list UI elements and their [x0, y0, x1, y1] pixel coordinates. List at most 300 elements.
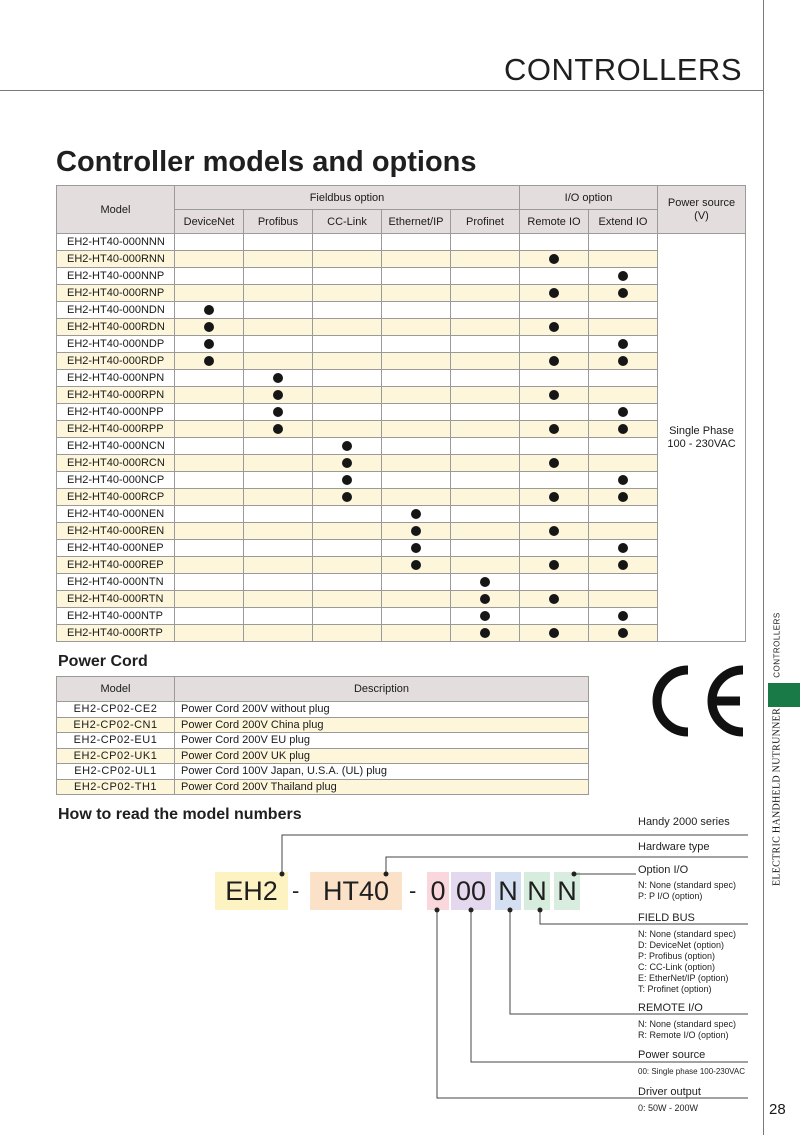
note-line: D: DeviceNet (option) [638, 940, 725, 950]
option-cell [313, 540, 382, 557]
model-cell: EH2-HT40-000RTP [57, 625, 175, 642]
cord-model-cell: EH2-CP02-CE2 [57, 702, 175, 718]
option-dot-icon [342, 441, 352, 451]
option-cell [382, 268, 451, 285]
option-cell [589, 421, 658, 438]
option-cell [382, 625, 451, 642]
column-header: DeviceNet [175, 210, 244, 234]
option-cell [520, 608, 589, 625]
model-row [57, 625, 746, 642]
option-cell [589, 251, 658, 268]
option-dot-icon [549, 424, 559, 434]
cord-model-cell: EH2-CP02-CN1 [57, 717, 175, 733]
section-title: CONTROLLERS [503, 52, 742, 87]
option-cell [520, 523, 589, 540]
option-dot-icon [549, 458, 559, 468]
option-cell [451, 421, 520, 438]
option-cell [175, 285, 244, 302]
option-cell [451, 251, 520, 268]
model-cell: EH2-HT40-000NEP [57, 540, 175, 557]
segment-fieldbus: N [524, 872, 550, 910]
option-cell [589, 591, 658, 608]
model-cell: EH2-HT40-000RPP [57, 421, 175, 438]
option-cell [451, 370, 520, 387]
page-number: 28 [769, 1101, 786, 1118]
option-cell [589, 557, 658, 574]
option-cell [451, 608, 520, 625]
option-dot-icon [480, 628, 490, 638]
power-cord-table [56, 676, 589, 795]
option-cell [589, 234, 658, 251]
model-row [57, 353, 746, 370]
option-cell [313, 370, 382, 387]
cord-desc-cell: Power Cord 200V UK plug [175, 748, 589, 764]
model-row [57, 438, 746, 455]
header-rule [0, 90, 763, 91]
option-cell [313, 285, 382, 302]
option-dot-icon [618, 611, 628, 621]
column-header: Profinet [451, 210, 520, 234]
cord-desc-cell: Power Cord 200V Thailand plug [175, 779, 589, 795]
model-row [57, 421, 746, 438]
option-cell [451, 353, 520, 370]
option-dot-icon [549, 492, 559, 502]
option-cell [589, 353, 658, 370]
option-cell [451, 438, 520, 455]
option-cell [382, 370, 451, 387]
option-cell [244, 540, 313, 557]
option-cell [451, 540, 520, 557]
option-cell [451, 523, 520, 540]
option-cell [313, 251, 382, 268]
option-cell [451, 489, 520, 506]
option-cell [382, 608, 451, 625]
notes-fieldbus [638, 929, 736, 995]
option-dot-icon [411, 509, 421, 519]
option-cell [313, 404, 382, 421]
option-cell [175, 404, 244, 421]
model-cell: EH2-HT40-000RNP [57, 285, 175, 302]
io-header: I/O option [520, 186, 658, 210]
option-cell [313, 591, 382, 608]
label-fieldbus: FIELD BUS [638, 912, 695, 924]
option-cell [451, 234, 520, 251]
cord-desc-cell: Power Cord 200V China plug [175, 717, 589, 733]
option-cell [244, 404, 313, 421]
option-cell [175, 251, 244, 268]
option-cell [382, 336, 451, 353]
option-cell [589, 472, 658, 489]
option-cell [520, 234, 589, 251]
notes-power [638, 1066, 745, 1077]
option-cell [175, 268, 244, 285]
option-cell [175, 455, 244, 472]
cord-row [57, 702, 589, 718]
option-dot-icon [618, 271, 628, 281]
option-cell [313, 523, 382, 540]
note-line: N: None (standard spec) [638, 880, 737, 890]
option-cell [451, 455, 520, 472]
cord-model-cell: EH2-CP02-TH1 [57, 779, 175, 795]
option-cell [382, 234, 451, 251]
option-cell [244, 557, 313, 574]
model-cell: EH2-HT40-000NDP [57, 336, 175, 353]
option-cell [589, 319, 658, 336]
notes-driver [638, 1103, 698, 1114]
option-dot-icon [618, 492, 628, 502]
power-source-cell: Single Phase 100 - 230VAC [658, 234, 746, 642]
option-cell [382, 455, 451, 472]
option-cell [244, 472, 313, 489]
model-cell: EH2-HT40-000NTP [57, 608, 175, 625]
option-dot-icon [204, 356, 214, 366]
option-cell [589, 336, 658, 353]
option-cell [451, 319, 520, 336]
label-option: Option I/O [638, 864, 689, 876]
model-cell: EH2-HT40-000RDN [57, 319, 175, 336]
option-dot-icon [342, 458, 352, 468]
model-row [57, 302, 746, 319]
model-cell: EH2-HT40-000RPN [57, 387, 175, 404]
option-cell [175, 574, 244, 591]
option-dot-icon [618, 560, 628, 570]
model-row [57, 540, 746, 557]
option-cell [313, 489, 382, 506]
option-cell [244, 370, 313, 387]
model-cell: EH2-HT40-000NTN [57, 574, 175, 591]
model-cell: EH2-HT40-000NCP [57, 472, 175, 489]
option-dot-icon [618, 356, 628, 366]
side-category-label: ELECTRIC HANDHELD NUTRUNNER [771, 707, 783, 887]
option-cell [589, 404, 658, 421]
option-cell [589, 506, 658, 523]
segment-series: EH2 [215, 872, 288, 910]
option-cell [451, 506, 520, 523]
model-row [57, 268, 746, 285]
option-cell [451, 625, 520, 642]
option-cell [313, 353, 382, 370]
option-cell [382, 574, 451, 591]
option-cell [313, 268, 382, 285]
option-cell [382, 557, 451, 574]
option-cell [589, 489, 658, 506]
note-line: 0: 50W - 200W [638, 1103, 699, 1113]
cord-desc-cell: Power Cord 200V without plug [175, 702, 589, 718]
option-cell [520, 421, 589, 438]
option-dot-icon [273, 424, 283, 434]
model-cell: EH2-HT40-000RDP [57, 353, 175, 370]
label-hardware: Hardware type [638, 841, 710, 853]
option-cell [175, 540, 244, 557]
model-cell: EH2-HT40-000RCP [57, 489, 175, 506]
fieldbus-header: Fieldbus option [175, 186, 520, 210]
option-dot-icon [204, 305, 214, 315]
note-line: P: P I/O (option) [638, 891, 703, 901]
option-cell [175, 302, 244, 319]
option-cell [382, 302, 451, 319]
option-dot-icon [618, 543, 628, 553]
option-dot-icon [549, 628, 559, 638]
option-cell [244, 489, 313, 506]
option-dot-icon [273, 390, 283, 400]
cord-model-cell: EH2-CP02-UL1 [57, 764, 175, 780]
option-dot-icon [204, 322, 214, 332]
option-dot-icon [480, 577, 490, 587]
side-section-label: CONTROLLERS [772, 612, 782, 678]
option-cell [382, 421, 451, 438]
column-header: Profibus [244, 210, 313, 234]
option-dot-icon [549, 594, 559, 604]
model-cell: EH2-HT40-000NPN [57, 370, 175, 387]
option-cell [520, 591, 589, 608]
cord-row [57, 779, 589, 795]
column-header: CC-Link [313, 210, 382, 234]
model-cell: EH2-HT40-000NNP [57, 268, 175, 285]
option-cell [313, 387, 382, 404]
option-cell [244, 608, 313, 625]
margin-rule [763, 0, 764, 1135]
model-row [57, 251, 746, 268]
model-cell: EH2-HT40-000NDN [57, 302, 175, 319]
option-dot-icon [618, 407, 628, 417]
note-line: R: Remote I/O (option) [638, 1030, 729, 1040]
option-cell [589, 285, 658, 302]
label-series: Handy 2000 series [638, 816, 730, 828]
option-cell [313, 302, 382, 319]
option-cell [244, 523, 313, 540]
model-row [57, 336, 746, 353]
notes-remote [638, 1019, 736, 1041]
note-line: N: None (standard spec) [638, 1019, 737, 1029]
option-cell [520, 540, 589, 557]
note-line: 00: Single phase 100-230VAC [638, 1067, 746, 1076]
option-cell [382, 506, 451, 523]
option-cell [520, 574, 589, 591]
page-title: Controller models and options [56, 146, 477, 178]
option-cell [520, 353, 589, 370]
ce-mark-logo [640, 660, 750, 742]
option-cell [382, 353, 451, 370]
model-cell: EH2-HT40-000REN [57, 523, 175, 540]
option-cell [313, 455, 382, 472]
option-cell [520, 251, 589, 268]
option-cell [175, 353, 244, 370]
option-dot-icon [549, 322, 559, 332]
option-cell [382, 540, 451, 557]
model-row [57, 591, 746, 608]
note-line: P: Profibus (option) [638, 951, 716, 961]
option-cell [382, 319, 451, 336]
option-cell [451, 302, 520, 319]
option-dot-icon [618, 339, 628, 349]
note-line: N: None (standard spec) [638, 929, 737, 939]
option-cell [313, 574, 382, 591]
option-dot-icon [273, 373, 283, 383]
column-header: Ethernet/IP [382, 210, 451, 234]
option-cell [244, 625, 313, 642]
controller-models-table [56, 185, 746, 642]
option-dot-icon [549, 560, 559, 570]
option-cell [313, 421, 382, 438]
label-driver: Driver output [638, 1086, 701, 1098]
option-cell [244, 234, 313, 251]
option-cell [520, 472, 589, 489]
option-dot-icon [480, 611, 490, 621]
option-cell [589, 523, 658, 540]
option-cell [589, 625, 658, 642]
option-cell [589, 268, 658, 285]
option-cell [175, 472, 244, 489]
option-cell [520, 302, 589, 319]
segment-remote: N [495, 872, 521, 910]
model-row [57, 506, 746, 523]
option-cell [313, 336, 382, 353]
option-cell [520, 268, 589, 285]
model-row [57, 319, 746, 336]
option-cell [244, 574, 313, 591]
cord-row [57, 764, 589, 780]
model-cell: EH2-HT40-000RNN [57, 251, 175, 268]
option-cell [175, 506, 244, 523]
option-dot-icon [549, 356, 559, 366]
option-dot-icon [618, 288, 628, 298]
model-cell: EH2-HT40-000RCN [57, 455, 175, 472]
option-cell [244, 302, 313, 319]
model-row [57, 404, 746, 421]
option-cell [589, 574, 658, 591]
side-tab-marker [768, 683, 800, 707]
option-cell [313, 557, 382, 574]
model-row [57, 234, 746, 251]
option-cell [451, 557, 520, 574]
label-power: Power source [638, 1049, 706, 1061]
model-cell: EH2-HT40-000NNN [57, 234, 175, 251]
note-line: E: EtherNet/IP (option) [638, 973, 729, 983]
option-cell [175, 370, 244, 387]
option-cell [520, 506, 589, 523]
option-cell [520, 438, 589, 455]
model-row [57, 387, 746, 404]
cord-desc-cell: Power Cord 200V EU plug [175, 733, 589, 749]
option-cell [175, 591, 244, 608]
option-cell [451, 404, 520, 421]
note-line: T: Profinet (option) [638, 984, 712, 994]
option-cell [313, 438, 382, 455]
option-cell [589, 302, 658, 319]
option-cell [451, 336, 520, 353]
option-cell [244, 421, 313, 438]
option-cell [244, 353, 313, 370]
model-row [57, 489, 746, 506]
option-cell [382, 251, 451, 268]
option-cell [589, 455, 658, 472]
option-cell [244, 319, 313, 336]
cord-model-cell: EH2-CP02-UK1 [57, 748, 175, 764]
model-row [57, 574, 746, 591]
cord-desc-header: Description [175, 677, 589, 702]
option-cell [175, 319, 244, 336]
option-cell [382, 591, 451, 608]
option-cell [244, 438, 313, 455]
decoder-title: How to read the model numbers [58, 806, 302, 823]
option-cell [175, 438, 244, 455]
option-dot-icon [618, 475, 628, 485]
option-cell [382, 438, 451, 455]
cord-row [57, 717, 589, 733]
option-cell [451, 387, 520, 404]
option-cell [175, 625, 244, 642]
column-header: Remote IO [520, 210, 589, 234]
cord-desc-cell: Power Cord 100V Japan, U.S.A. (UL) plug [175, 764, 589, 780]
model-row [57, 370, 746, 387]
model-cell: EH2-HT40-000NEN [57, 506, 175, 523]
option-cell [520, 370, 589, 387]
option-cell [589, 540, 658, 557]
option-cell [244, 455, 313, 472]
option-dot-icon [342, 492, 352, 502]
option-cell [244, 336, 313, 353]
option-cell [451, 268, 520, 285]
option-cell [589, 438, 658, 455]
option-cell [313, 319, 382, 336]
option-cell [382, 523, 451, 540]
option-cell [313, 625, 382, 642]
option-cell [520, 319, 589, 336]
option-cell [244, 268, 313, 285]
option-dot-icon [549, 288, 559, 298]
option-cell [313, 234, 382, 251]
option-dot-icon [411, 560, 421, 570]
cord-row [57, 733, 589, 749]
option-cell [175, 234, 244, 251]
option-cell [520, 557, 589, 574]
option-dot-icon [411, 543, 421, 553]
option-cell [244, 506, 313, 523]
option-cell [313, 472, 382, 489]
option-cell [382, 285, 451, 302]
model-cell: EH2-HT40-000NCN [57, 438, 175, 455]
option-cell [244, 591, 313, 608]
model-row [57, 557, 746, 574]
option-cell [520, 285, 589, 302]
option-dot-icon [480, 594, 490, 604]
option-cell [175, 523, 244, 540]
option-cell [382, 404, 451, 421]
option-cell [175, 421, 244, 438]
option-cell [589, 370, 658, 387]
option-cell [451, 591, 520, 608]
option-cell [589, 387, 658, 404]
option-cell [175, 336, 244, 353]
option-cell [313, 608, 382, 625]
option-cell [520, 489, 589, 506]
option-cell [520, 625, 589, 642]
segment-power: 00 [451, 872, 491, 910]
model-cell: EH2-HT40-000NPP [57, 404, 175, 421]
option-cell [451, 574, 520, 591]
model-header: Model [57, 186, 175, 234]
option-cell [244, 285, 313, 302]
model-cell: EH2-HT40-000RTN [57, 591, 175, 608]
option-cell [175, 489, 244, 506]
option-cell [451, 472, 520, 489]
option-cell [382, 489, 451, 506]
segment-option: N [554, 872, 580, 910]
option-cell [382, 472, 451, 489]
option-dot-icon [549, 390, 559, 400]
option-dot-icon [549, 254, 559, 264]
model-row [57, 608, 746, 625]
